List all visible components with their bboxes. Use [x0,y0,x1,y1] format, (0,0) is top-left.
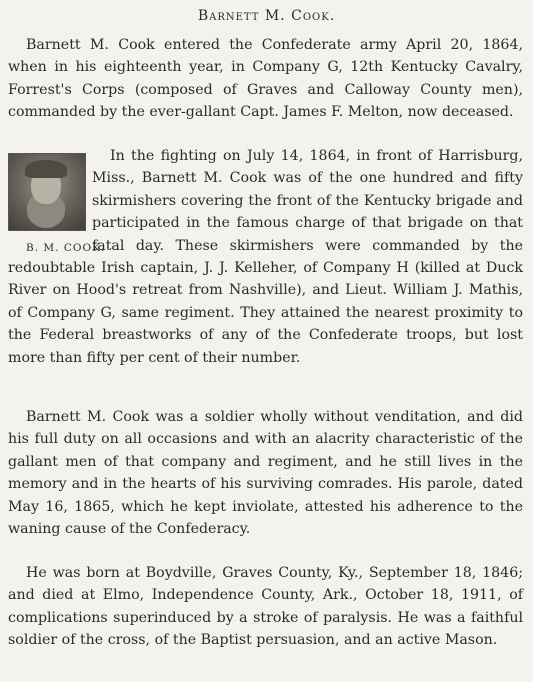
portrait-hair [25,160,67,178]
paragraph-harrisburg [8,145,523,369]
portrait-caption: B. M. COOK. [26,242,106,254]
paragraph-harrisburg-text: In the fighting on July 14, 1864, in front of Harrisburg, Miss., Barnett M. Cook was of the one hundred and fifty skirmishers covering the front of the Kentucky brigade and participated in the famous charge of that brigade on that fatal day. These skirmishers were commanded by the redoubtable Irish captain, J. J. Kelleher, of Company H (killed at Duck River on Hood's retreat from Nashville), and Lieut. William J. Mathis, of Company G, same regiment. They attained the nearest proximity to the Federal breastworks of any of the Confederate troops, but lost more than fifty per cent of their number. [8,148,523,366]
page-heading: Barnett M. Cook. [197,8,336,24]
paragraph-character: Barnett M. Cook was a soldier wholly without venditation, and did his full duty on all occasions and with an alacrity characteristic of the gallant men of that company and regiment, and he still lives in the memory and in the hearts of his surviving comrades. His parole, dated May 16, 1865, which he kept inviolate, attested his adherence to the waning cause of the Confederacy. [8,409,523,538]
portrait-photo [8,153,86,231]
paragraph-enlistment: Barnett M. Cook entered the Confederate army April 20, 1864, when in his eighteenth year, in Company G, 12th Kentucky Cavalry, Forrest's Corps (composed of Graves and Calloway County men), commanded by the ever-gallant Capt. James F. Melton, now deceased. [8,37,523,121]
paragraph-biography: He was born at Boydville, Graves County, Ky., September 18, 1846; and died at Elmo, Independence County, Ark., October 18, 1911, of complications superinduced by a stroke of paralysis. He was a faithful soldier of the cross, of the Baptist persuasion, and an active Mason. [8,565,523,649]
portrait-block [0,145,106,255]
